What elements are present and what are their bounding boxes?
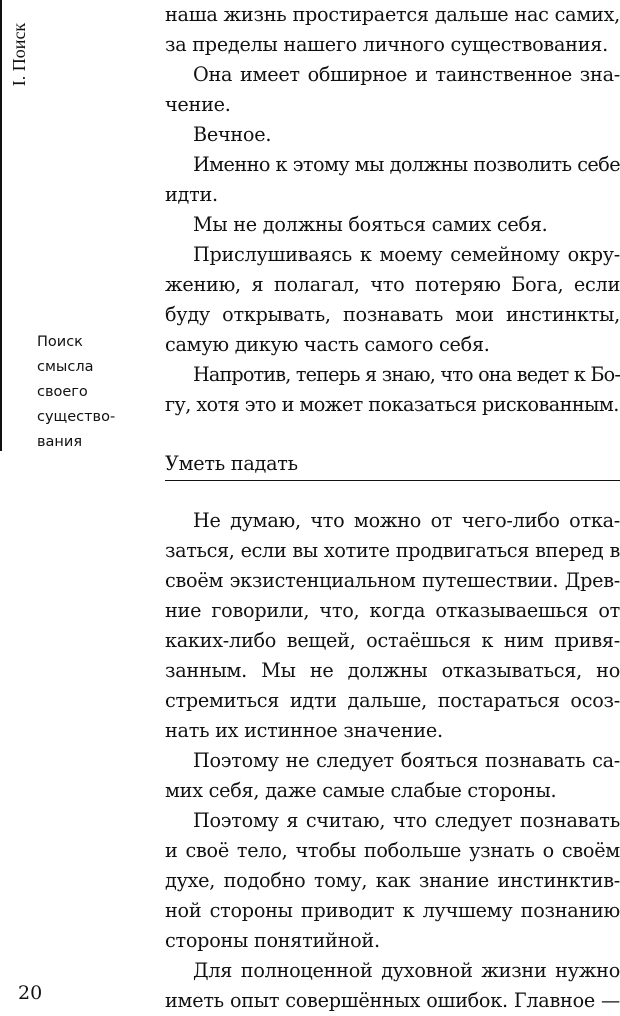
running-head-chapter: I. Поиск <box>9 22 30 86</box>
text-line: жению, я полагал, что потеряю Бога, если <box>165 273 620 296</box>
text-line: ние говорили, что, когда отказываешься от <box>165 599 620 622</box>
text-line: нать их истинное значение. <box>165 719 443 742</box>
text-line: Напротив, теперь я знаю, что она ведет к Бо- <box>193 363 620 386</box>
text-line: буду открывать, познавать мои инстинкты, <box>165 303 620 326</box>
text-line: иметь опыт совершённых ошибок. Главное — <box>165 989 620 1012</box>
text-line: своём экзистенциальном путешествии. Древ- <box>165 569 620 592</box>
text-line: занным. Мы не должны отказываться, но <box>165 659 620 682</box>
body-text-before <box>165 0 620 420</box>
text-line: стремиться идти дальше, постараться осоз- <box>165 689 620 712</box>
text-line: Прислушиваясь к моему семейному окру- <box>193 243 620 266</box>
text-line: Мы не должны бояться самих себя. <box>193 213 548 236</box>
text-line: наша жизнь простирается дальше нас самих, <box>165 3 620 26</box>
text-line: Вечное. <box>193 123 272 146</box>
text-line: Для полноценной духовной жизни нужно <box>193 959 620 982</box>
section-divider <box>165 480 620 481</box>
margin-note-line: смысла <box>37 359 94 375</box>
text-line: Именно к этому мы должны позволить себе <box>193 153 620 176</box>
section-heading: Уметь падать <box>165 452 298 475</box>
margin-note-line: вания <box>37 434 83 450</box>
text-line: Поэтому не следует бояться познавать са- <box>193 749 620 772</box>
page-number: 20 <box>18 982 43 1004</box>
margin-note-line: Поиск <box>37 334 83 350</box>
text-line: идти. <box>165 183 218 206</box>
text-line: заться, если вы хотите продвигаться вперед в <box>165 539 620 562</box>
text-line: гу, хотя это и может показаться рискованным. <box>165 393 619 416</box>
text-line: Не думаю, что можно от чего-либо отка- <box>193 509 620 532</box>
text-line: духе, подобно тому, как знание инстинктив- <box>165 869 620 892</box>
body-text-after <box>165 506 620 1016</box>
text-line: за пределы нашего личного существования. <box>165 33 608 56</box>
running-head <box>2 14 38 94</box>
text-line: чение. <box>165 93 231 116</box>
margin-note <box>37 330 147 455</box>
text-line: Поэтому я считаю, что следует познавать <box>193 809 620 832</box>
text-line: мих себя, даже самые слабые стороны. <box>165 779 557 802</box>
text-line: самую дикую часть самого себя. <box>165 333 490 356</box>
text-line: Она имеет обширное и таинственное зна- <box>193 63 620 86</box>
margin-note-line: существо- <box>37 409 116 425</box>
text-line: каких-либо вещей, остаёшься к ним привя- <box>165 629 620 652</box>
text-line: стороны понятийной. <box>165 929 380 952</box>
margin-note-line: своего <box>37 384 88 400</box>
text-line: ной стороны приводит к лучшему познанию <box>165 899 620 922</box>
text-line: и своё тело, чтобы побольше узнать о своём <box>165 839 620 862</box>
